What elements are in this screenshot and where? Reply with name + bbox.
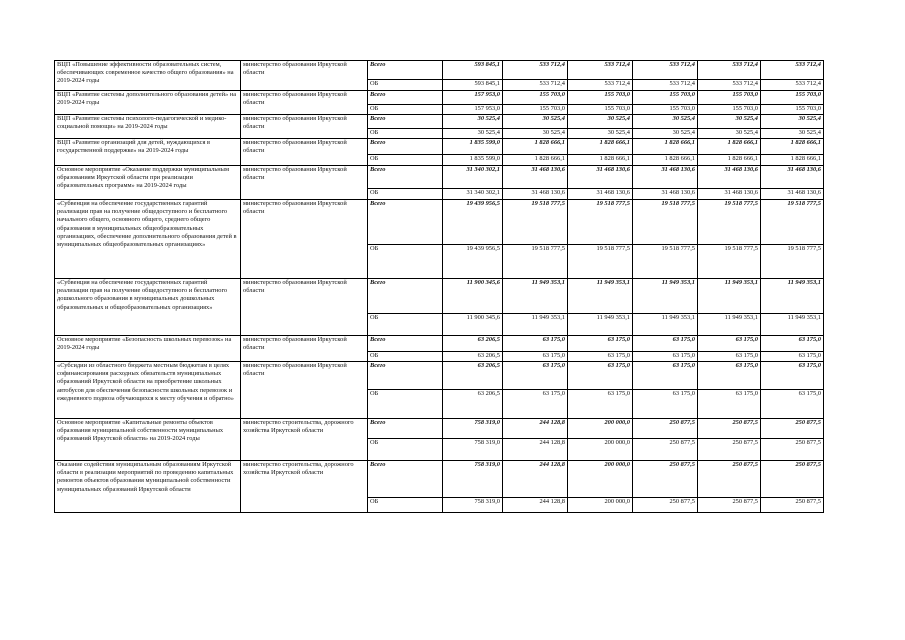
amount-ob-cell: 250 877,5 <box>698 439 761 461</box>
amount-total-cell: 157 953,0 <box>443 91 503 105</box>
amount-ob-cell: 19 518 777,5 <box>698 245 761 279</box>
executor-name: министерство образования Иркутской области <box>241 139 368 166</box>
amount-total-cell: 155 703,0 <box>698 91 761 105</box>
table-row <box>55 115 824 129</box>
table-row <box>55 362 824 390</box>
amount-ob-cell: 11 949 353,1 <box>503 314 568 336</box>
amount-total-cell: 593 845,1 <box>443 61 503 80</box>
amount-ob-cell: 155 703,0 <box>698 105 761 115</box>
amount-ob-cell: 30 525,4 <box>633 129 698 139</box>
funding-source-ob: ОБ <box>368 314 443 336</box>
budget-table-body <box>55 61 824 513</box>
amount-ob-cell: 1 828 666,1 <box>503 155 568 166</box>
amount-ob-cell: 63 175,0 <box>761 352 824 362</box>
amount-total-cell: 1 828 666,1 <box>568 139 633 155</box>
amount-ob-cell: 1 828 666,1 <box>698 155 761 166</box>
amount-total-cell: 19 518 777,5 <box>633 200 698 245</box>
amount-ob-cell: 63 175,0 <box>761 390 824 419</box>
amount-total-cell: 250 877,5 <box>761 461 824 498</box>
funding-source-total: Всего <box>368 139 443 155</box>
amount-total-cell: 63 175,0 <box>633 362 698 390</box>
amount-ob-cell: 31 468 130,6 <box>761 189 824 200</box>
amount-total-cell: 63 175,0 <box>761 362 824 390</box>
executor-name: министерство образования Иркутской области <box>241 279 368 336</box>
amount-ob-cell: 533 712,4 <box>503 80 568 91</box>
executor-name: министерство образования Иркутской области <box>241 61 368 91</box>
amount-ob-cell: 155 703,0 <box>568 105 633 115</box>
amount-ob-cell: 250 877,5 <box>633 439 698 461</box>
funding-source-ob: ОБ <box>368 105 443 115</box>
amount-total-cell: 11 949 353,1 <box>633 279 698 314</box>
activity-name: Основное мероприятие «Безопасность школьных перевозок» на 2019-2024 годы <box>55 336 241 362</box>
amount-total-cell: 19 518 777,5 <box>568 200 633 245</box>
executor-name: министерство образования Иркутской области <box>241 336 368 362</box>
amount-ob-cell: 11 949 353,1 <box>568 314 633 336</box>
amount-total-cell: 63 175,0 <box>503 336 568 352</box>
amount-ob-cell: 533 712,4 <box>633 80 698 91</box>
funding-source-total: Всего <box>368 461 443 498</box>
funding-source-total: Всего <box>368 362 443 390</box>
amount-total-cell: 31 468 130,6 <box>761 166 824 189</box>
activity-name: ВЦП «Развитие системы психолого-педагогической и медико-социальной помощи» на 2019-2024 годы <box>55 115 241 139</box>
funding-source-total: Всего <box>368 61 443 80</box>
amount-total-cell: 758 319,0 <box>443 461 503 498</box>
amount-total-cell: 250 877,5 <box>698 419 761 439</box>
amount-total-cell: 758 319,0 <box>443 419 503 439</box>
amount-total-cell: 533 712,4 <box>761 61 824 80</box>
amount-total-cell: 63 206,5 <box>443 362 503 390</box>
amount-ob-cell: 758 319,0 <box>443 439 503 461</box>
amount-total-cell: 250 877,5 <box>761 419 824 439</box>
amount-ob-cell: 63 206,5 <box>443 352 503 362</box>
amount-ob-cell: 11 949 353,1 <box>633 314 698 336</box>
amount-ob-cell: 30 525,4 <box>503 129 568 139</box>
activity-name: ВЦП «Развитие системы дополнительного образования детей» на 2019-2024 годы <box>55 91 241 115</box>
activity-name: Основное мероприятие «Оказание поддержки муниципальным образованиям Иркутской области при реализации образовательных программ» на 2019-2024 годы <box>55 166 241 200</box>
funding-source-ob: ОБ <box>368 390 443 419</box>
activity-name: ВЦП «Развитие организаций для детей, нуждающихся в государственной поддержке» на 2019-2024 годы <box>55 139 241 166</box>
funding-source-ob: ОБ <box>368 352 443 362</box>
amount-total-cell: 19 518 777,5 <box>503 200 568 245</box>
amount-ob-cell: 250 877,5 <box>633 498 698 513</box>
activity-name: «Субвенция на обеспечение государственных гарантий реализации прав на получение общедоступного и бесплатного дошкольного образования в муниципальных дошкольных образовательных и общеобразовательных организациях» <box>55 279 241 336</box>
amount-total-cell: 31 468 130,6 <box>633 166 698 189</box>
amount-ob-cell: 250 877,5 <box>761 439 824 461</box>
funding-source-ob: ОБ <box>368 155 443 166</box>
amount-ob-cell: 533 712,4 <box>698 80 761 91</box>
amount-total-cell: 533 712,4 <box>698 61 761 80</box>
amount-ob-cell: 19 518 777,5 <box>633 245 698 279</box>
amount-total-cell: 1 828 666,1 <box>633 139 698 155</box>
amount-total-cell: 63 175,0 <box>503 362 568 390</box>
amount-ob-cell: 11 949 353,1 <box>698 314 761 336</box>
table-row <box>55 139 824 155</box>
table-row <box>55 279 824 314</box>
amount-ob-cell: 155 703,0 <box>761 105 824 115</box>
executor-name: министерство образования Иркутской области <box>241 362 368 419</box>
funding-source-ob: ОБ <box>368 439 443 461</box>
funding-source-total: Всего <box>368 419 443 439</box>
amount-total-cell: 155 703,0 <box>568 91 633 105</box>
amount-ob-cell: 63 175,0 <box>698 390 761 419</box>
funding-source-total: Всего <box>368 336 443 352</box>
table-row <box>55 200 824 245</box>
table-row <box>55 61 824 80</box>
funding-source-ob: ОБ <box>368 80 443 91</box>
amount-ob-cell: 63 175,0 <box>568 390 633 419</box>
funding-source-total: Всего <box>368 115 443 129</box>
amount-ob-cell: 593 845,1 <box>443 80 503 91</box>
amount-ob-cell: 30 525,4 <box>698 129 761 139</box>
executor-name: министерство образования Иркутской области <box>241 115 368 139</box>
amount-ob-cell: 155 703,0 <box>633 105 698 115</box>
amount-total-cell: 30 525,4 <box>698 115 761 129</box>
amount-ob-cell: 244 128,8 <box>503 498 568 513</box>
amount-ob-cell: 31 468 130,6 <box>503 189 568 200</box>
table-row <box>55 91 824 105</box>
table-row <box>55 419 824 439</box>
amount-ob-cell: 30 525,4 <box>761 129 824 139</box>
amount-total-cell: 200 000,0 <box>568 461 633 498</box>
amount-total-cell: 200 000,0 <box>568 419 633 439</box>
amount-ob-cell: 250 877,5 <box>698 498 761 513</box>
amount-total-cell: 63 175,0 <box>698 362 761 390</box>
amount-ob-cell: 63 175,0 <box>568 352 633 362</box>
amount-total-cell: 533 712,4 <box>503 61 568 80</box>
amount-total-cell: 1 828 666,1 <box>503 139 568 155</box>
table-row <box>55 461 824 498</box>
amount-total-cell: 63 175,0 <box>633 336 698 352</box>
amount-total-cell: 63 175,0 <box>568 336 633 352</box>
executor-name: министерство образования Иркутской области <box>241 91 368 115</box>
amount-total-cell: 1 828 666,1 <box>761 139 824 155</box>
amount-total-cell: 250 877,5 <box>698 461 761 498</box>
executor-name: министерство строительства, дорожного хозяйства Иркутской области <box>241 461 368 513</box>
amount-total-cell: 30 525,4 <box>503 115 568 129</box>
amount-total-cell: 19 439 956,5 <box>443 200 503 245</box>
amount-ob-cell: 30 525,4 <box>568 129 633 139</box>
executor-name: министерство строительства, дорожного хозяйства Иркутской области <box>241 419 368 461</box>
activity-name: Основное мероприятие «Капитальные ремонты объектов образования муниципальной собственности муниципальных образований Иркутской области» на 2019-2024 годы <box>55 419 241 461</box>
amount-total-cell: 63 175,0 <box>568 362 633 390</box>
amount-ob-cell: 31 468 130,6 <box>633 189 698 200</box>
amount-total-cell: 1 835 599,0 <box>443 139 503 155</box>
amount-ob-cell: 11 949 353,1 <box>761 314 824 336</box>
amount-total-cell: 155 703,0 <box>503 91 568 105</box>
amount-total-cell: 30 525,4 <box>443 115 503 129</box>
amount-total-cell: 11 949 353,1 <box>568 279 633 314</box>
amount-total-cell: 11 949 353,1 <box>698 279 761 314</box>
amount-ob-cell: 1 828 666,1 <box>568 155 633 166</box>
amount-total-cell: 155 703,0 <box>761 91 824 105</box>
amount-total-cell: 31 340 302,1 <box>443 166 503 189</box>
amount-ob-cell: 11 900 345,6 <box>443 314 503 336</box>
amount-ob-cell: 155 703,0 <box>503 105 568 115</box>
amount-total-cell: 63 175,0 <box>761 336 824 352</box>
funding-source-total: Всего <box>368 91 443 105</box>
amount-ob-cell: 31 340 302,1 <box>443 189 503 200</box>
amount-ob-cell: 31 468 130,6 <box>698 189 761 200</box>
amount-ob-cell: 533 712,4 <box>568 80 633 91</box>
amount-total-cell: 30 525,4 <box>633 115 698 129</box>
activity-name: «Субвенция на обеспечение государственных гарантий реализации прав на получение общедоступного и бесплатного начального общего, основного общего, среднего общего образования в муниципальных общеобразовательных организациях, обеспечение дополнительного образования детей в муниципальных общеобразовательных организациях» <box>55 200 241 279</box>
funding-source-ob: ОБ <box>368 498 443 513</box>
funding-source-total: Всего <box>368 279 443 314</box>
amount-ob-cell: 31 468 130,6 <box>568 189 633 200</box>
amount-ob-cell: 244 128,8 <box>503 439 568 461</box>
table-row <box>55 336 824 352</box>
funding-source-ob: ОБ <box>368 129 443 139</box>
amount-ob-cell: 157 953,0 <box>443 105 503 115</box>
amount-total-cell: 31 468 130,6 <box>568 166 633 189</box>
funding-source-total: Всего <box>368 166 443 189</box>
amount-ob-cell: 19 518 777,5 <box>503 245 568 279</box>
amount-total-cell: 19 518 777,5 <box>698 200 761 245</box>
amount-total-cell: 250 877,5 <box>633 419 698 439</box>
amount-ob-cell: 19 518 777,5 <box>761 245 824 279</box>
amount-total-cell: 30 525,4 <box>761 115 824 129</box>
amount-ob-cell: 63 175,0 <box>633 390 698 419</box>
table-row <box>55 166 824 189</box>
activity-name: Оказание содействия муниципальным образованиям Иркутской области в реализации мероприятий по проведению капитальных ремонтов объектов образования муниципальной собственности муниципальных образований Иркутской области <box>55 461 241 513</box>
amount-total-cell: 11 949 353,1 <box>761 279 824 314</box>
amount-total-cell: 244 128,8 <box>503 419 568 439</box>
activity-name: ВЦП «Повышение эффективности образовательных систем, обеспечивающих современное качество общего образования» на 2019-2024 годы <box>55 61 241 91</box>
amount-ob-cell: 63 175,0 <box>503 390 568 419</box>
funding-source-ob: ОБ <box>368 245 443 279</box>
funding-source-ob: ОБ <box>368 189 443 200</box>
funding-source-total: Всего <box>368 200 443 245</box>
amount-ob-cell: 533 712,4 <box>761 80 824 91</box>
amount-total-cell: 30 525,4 <box>568 115 633 129</box>
amount-ob-cell: 63 175,0 <box>633 352 698 362</box>
amount-ob-cell: 1 828 666,1 <box>633 155 698 166</box>
amount-total-cell: 31 468 130,6 <box>503 166 568 189</box>
amount-ob-cell: 1 828 666,1 <box>761 155 824 166</box>
amount-ob-cell: 63 175,0 <box>698 352 761 362</box>
amount-total-cell: 533 712,4 <box>633 61 698 80</box>
amount-total-cell: 244 128,8 <box>503 461 568 498</box>
amount-ob-cell: 19 518 777,5 <box>568 245 633 279</box>
amount-total-cell: 31 468 130,6 <box>698 166 761 189</box>
amount-ob-cell: 200 000,0 <box>568 439 633 461</box>
amount-ob-cell: 200 000,0 <box>568 498 633 513</box>
budget-table <box>54 60 824 513</box>
amount-total-cell: 63 175,0 <box>698 336 761 352</box>
amount-total-cell: 533 712,4 <box>568 61 633 80</box>
amount-ob-cell: 1 835 599,0 <box>443 155 503 166</box>
amount-total-cell: 11 949 353,1 <box>503 279 568 314</box>
amount-ob-cell: 758 319,0 <box>443 498 503 513</box>
executor-name: министерство образования Иркутской области <box>241 166 368 200</box>
amount-ob-cell: 250 877,5 <box>761 498 824 513</box>
amount-total-cell: 19 518 777,5 <box>761 200 824 245</box>
amount-total-cell: 63 206,5 <box>443 336 503 352</box>
activity-name: «Субсидии из областного бюджета местным бюджетам в целях софинансирования расходных обязательств муниципальных образований Иркутской области на приобретение школьных автобусов для обеспечения безопасности школьных перевозок и ежедневного подвоза обучающихся к месту обучения и обратно» <box>55 362 241 419</box>
amount-ob-cell: 30 525,4 <box>443 129 503 139</box>
amount-total-cell: 155 703,0 <box>633 91 698 105</box>
amount-total-cell: 11 900 345,6 <box>443 279 503 314</box>
amount-total-cell: 250 877,5 <box>633 461 698 498</box>
executor-name: министерство образования Иркутской области <box>241 200 368 279</box>
amount-total-cell: 1 828 666,1 <box>698 139 761 155</box>
amount-ob-cell: 19 439 956,5 <box>443 245 503 279</box>
amount-ob-cell: 63 175,0 <box>503 352 568 362</box>
amount-ob-cell: 63 206,5 <box>443 390 503 419</box>
